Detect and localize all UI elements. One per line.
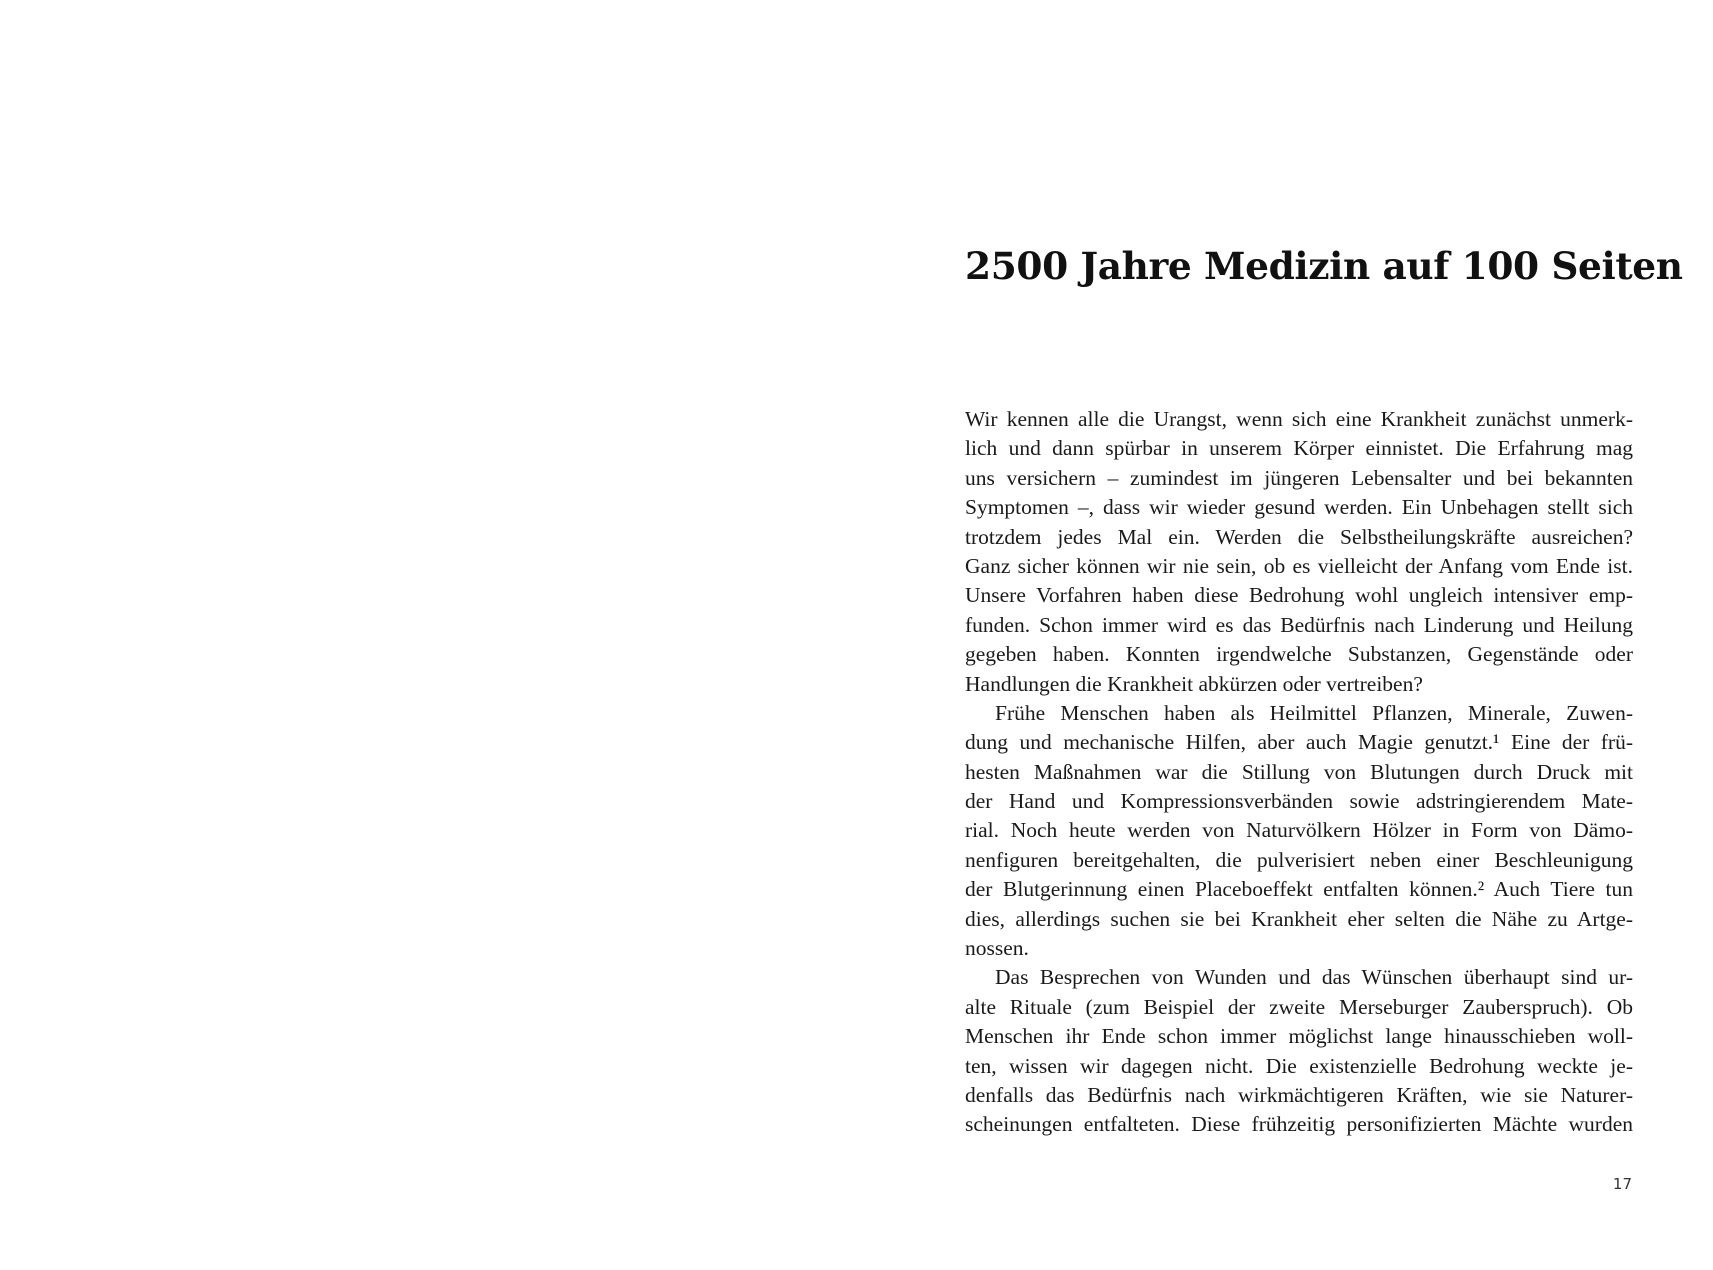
text-line: denfalls das Bedürfnis nach wirkmächtigeren Kräften, wie sie Naturer- bbox=[965, 1082, 1633, 1107]
text-line: Wir kennen alle die Urangst, wenn sich eine Krankheit zunächst unmerk- bbox=[965, 407, 1633, 431]
text-line: Unsere Vorfahren haben diese Bedrohung wohl ungleich intensiver emp- bbox=[965, 583, 1633, 608]
text-line: Ganz sicher können wir nie sein, ob es vielleicht der Anfang vom Ende ist. bbox=[965, 553, 1633, 578]
text-line: scheinungen entfalteten. Diese frühzeitig personifizierten Mächte wurden bbox=[965, 1112, 1633, 1137]
text-line: trotzdem jedes Mal ein. Werden die Selbstheilungskräfte ausreichen? bbox=[965, 524, 1633, 549]
text-line: funden. Schon immer wird es das Bedürfnis nach Linderung und Heilung bbox=[965, 612, 1633, 637]
text-line: uns versichern – zumindest im jüngeren Lebensalter und bei bekannten bbox=[965, 465, 1633, 490]
right-page bbox=[856, 0, 1713, 1270]
text-line: hesten Maßnahmen war die Stillung von Blutungen durch Druck mit bbox=[965, 759, 1633, 784]
chapter-title: 2500 Jahre Medizin auf 100 Seiten bbox=[965, 244, 1683, 288]
text-line: alte Rituale (zum Beispiel der zweite Merseburger Zauberspruch). Ob bbox=[965, 994, 1633, 1019]
text-line: der Blutgerinnung einen Placeboeffekt entfalten können.² Auch Tiere tun bbox=[965, 877, 1633, 902]
text-line: ten, wissen wir dagegen nicht. Die existenzielle Bedrohung weckte je- bbox=[965, 1053, 1633, 1078]
text-line: Menschen ihr Ende schon immer möglichst lange hinausschieben woll- bbox=[965, 1024, 1633, 1049]
left-page-blank bbox=[0, 0, 856, 1270]
text-line: dung und mechanische Hilfen, aber auch Magie genutzt.¹ Eine der frü- bbox=[965, 730, 1633, 755]
text-line: Symptomen –, dass wir wieder gesund werden. Ein Unbehagen stellt sich bbox=[965, 495, 1633, 520]
body-text bbox=[965, 405, 1633, 1140]
text-line: Das Besprechen von Wunden und das Wünschen überhaupt sind ur- bbox=[995, 965, 1633, 990]
page-number: 17 bbox=[1612, 1175, 1632, 1193]
text-line: nossen. bbox=[965, 936, 1029, 961]
text-line: lich und dann spürbar in unserem Körper einnistet. Die Erfahrung mag bbox=[965, 436, 1633, 461]
text-line: der Hand und Kompressionsverbänden sowie adstringierendem Mate- bbox=[965, 789, 1633, 814]
text-line: dies, allerdings suchen sie bei Krankheit eher selten die Nähe zu Artge- bbox=[965, 906, 1633, 931]
text-line: nenfiguren bereitgehalten, die pulverisiert neben einer Beschleunigung bbox=[965, 847, 1633, 872]
text-line: rial. Noch heute werden von Naturvölkern Hölzer in Form von Dämo- bbox=[965, 818, 1633, 843]
text-line: gegeben haben. Konnten irgendwelche Substanzen, Gegenstände oder bbox=[965, 642, 1633, 667]
text-line: Handlungen die Krankheit abkürzen oder vertreiben? bbox=[965, 671, 1423, 696]
text-line: Frühe Menschen haben als Heilmittel Pflanzen, Minerale, Zuwen- bbox=[995, 700, 1633, 725]
